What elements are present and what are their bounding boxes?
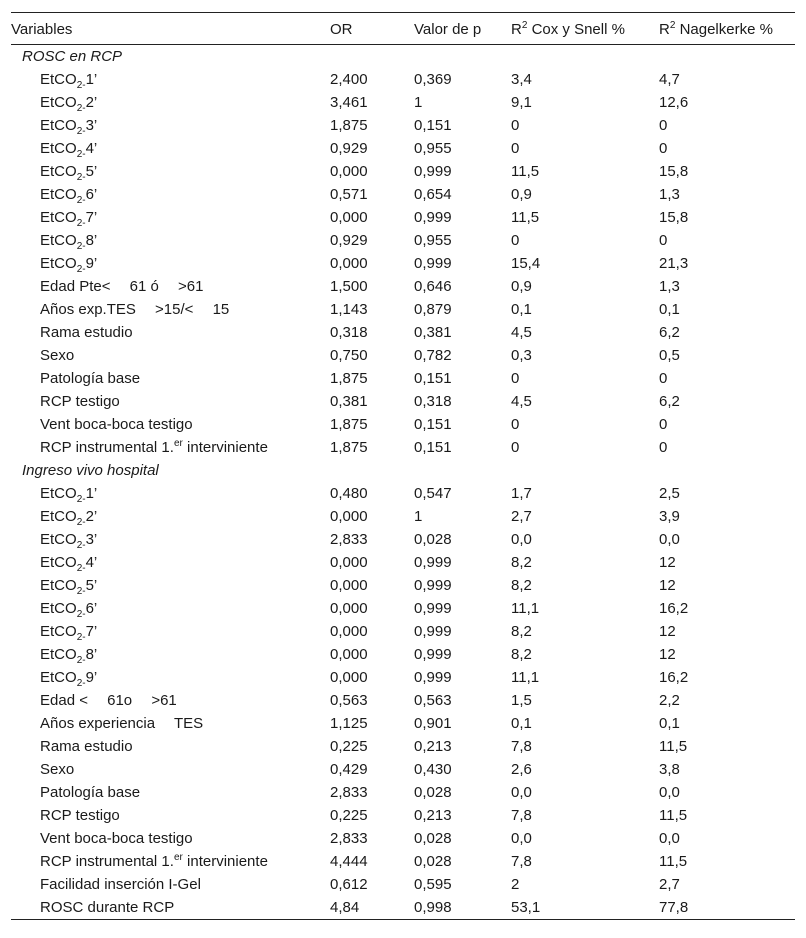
p-value-cell: 0,369: [414, 71, 452, 88]
or-cell: 0,563: [330, 692, 368, 709]
or-cell: 0,480: [330, 485, 368, 502]
nagelkerke-cell: 77,8: [659, 899, 689, 916]
p-value-cell: 0,430: [414, 761, 452, 778]
variable-cell: EtCO$_{2-}$8’: [40, 646, 98, 666]
nagelkerke-cell: 15,8: [659, 209, 689, 226]
variable-cell: RCP instrumental 1.$^{er}$ interviniente: [40, 438, 268, 456]
p-value-cell: 0,782: [414, 347, 452, 364]
table-row: [11, 528, 795, 551]
or-cell: 0,571: [330, 186, 368, 203]
p-value-cell: 1: [414, 508, 423, 525]
table-row: [11, 91, 795, 114]
or-cell: 2,833: [330, 784, 368, 801]
nagelkerke-cell: 6,2: [659, 324, 680, 341]
p-value-cell: 0,999: [414, 554, 452, 571]
or-cell: 3,461: [330, 94, 368, 111]
p-value-cell: 0,028: [414, 531, 452, 548]
p-value-cell: 0,879: [414, 301, 452, 318]
nagelkerke-cell: 12,6: [659, 94, 689, 111]
or-cell: 0,929: [330, 232, 368, 249]
table-row: [11, 551, 795, 574]
p-value-cell: 0,999: [414, 669, 452, 686]
nagelkerke-cell: 0,5: [659, 347, 680, 364]
section-header-row: [11, 459, 795, 482]
nagelkerke-cell: 0,0: [659, 830, 680, 847]
cox-snell-cell: 0,1: [511, 301, 532, 318]
or-cell: 1,143: [330, 301, 368, 318]
nagelkerke-cell: 3,9: [659, 508, 680, 525]
table-row: [11, 183, 795, 206]
or-cell: 4,84: [330, 899, 360, 916]
nagelkerke-cell: 16,2: [659, 600, 689, 617]
nagelkerke-cell: 15,8: [659, 163, 689, 180]
table-row: [11, 137, 795, 160]
variable-cell: Rama estudio: [40, 324, 133, 341]
table-row: [11, 666, 795, 689]
or-cell: 1,875: [330, 117, 368, 134]
or-cell: 0,000: [330, 623, 368, 640]
p-value-cell: 0,028: [414, 784, 452, 801]
table-row: [11, 413, 795, 436]
or-cell: 0,750: [330, 347, 368, 364]
cox-snell-cell: 8,2: [511, 554, 532, 571]
cox-snell-cell: 0: [511, 439, 520, 456]
nagelkerke-cell: 12: [659, 623, 676, 640]
cox-snell-cell: 15,4: [511, 255, 541, 272]
variable-cell: RCP testigo: [40, 393, 120, 410]
cox-snell-cell: 8,2: [511, 623, 532, 640]
or-cell: 0,000: [330, 577, 368, 594]
cox-snell-cell: 0,0: [511, 830, 532, 847]
p-value-cell: 0,151: [414, 416, 452, 433]
cox-snell-cell: 2,7: [511, 508, 532, 525]
p-value-cell: 0,028: [414, 853, 452, 870]
variable-cell: Sexo: [40, 347, 75, 364]
table-row: [11, 252, 795, 275]
cox-snell-cell: 7,8: [511, 853, 532, 870]
or-cell: 4,444: [330, 853, 368, 870]
table-row: [11, 781, 795, 804]
cox-snell-cell: 8,2: [511, 577, 532, 594]
variable-cell: Edad < 61o >61: [40, 692, 177, 709]
cox-snell-cell: 3,4: [511, 71, 532, 88]
header-cox-snell: $R^2$ Cox y Snell %: [511, 20, 625, 38]
p-value-cell: 0,563: [414, 692, 452, 709]
variable-cell: EtCO$_{2-}$5’: [40, 163, 98, 183]
variable-cell: Sexo: [40, 761, 75, 778]
nagelkerke-cell: 4,7: [659, 71, 680, 88]
table-body: [11, 45, 795, 920]
nagelkerke-cell: 1,3: [659, 186, 680, 203]
cox-snell-cell: 11,5: [511, 163, 540, 180]
nagelkerke-cell: 12: [659, 577, 676, 594]
nagelkerke-cell: 2,7: [659, 876, 680, 893]
table-row: [11, 206, 795, 229]
variable-cell: Vent boca-boca testigo: [40, 830, 193, 847]
cox-snell-cell: 7,8: [511, 738, 532, 755]
variable-cell: EtCO$_{2-}$3’: [40, 117, 98, 137]
variable-cell: Patología base: [40, 784, 141, 801]
nagelkerke-cell: 0: [659, 140, 668, 157]
p-value-cell: 0,955: [414, 140, 452, 157]
table-row: [11, 344, 795, 367]
variable-cell: ROSC durante RCP: [40, 899, 175, 916]
logistic-regression-table: [11, 12, 795, 920]
table-row: [11, 712, 795, 735]
p-value-cell: 0,999: [414, 646, 452, 663]
variable-cell: RCP instrumental 1.$^{er}$ interviniente: [40, 852, 268, 870]
table-row: [11, 68, 795, 91]
variable-cell: EtCO$_{2-}$9’: [40, 255, 98, 275]
variable-cell: EtCO$_{2-}$8’: [40, 232, 98, 252]
cox-snell-cell: 0: [511, 140, 520, 157]
or-cell: 1,875: [330, 439, 368, 456]
table-row: [11, 574, 795, 597]
cox-snell-cell: 11,1: [511, 669, 540, 686]
table-row: [11, 114, 795, 137]
or-cell: 0,225: [330, 807, 368, 824]
nagelkerke-cell: 0,0: [659, 531, 680, 548]
cox-snell-cell: 2: [511, 876, 520, 893]
cox-snell-cell: 1,7: [511, 485, 532, 502]
cox-snell-cell: 8,2: [511, 646, 532, 663]
variable-cell: EtCO$_{2-}$1’: [40, 71, 98, 91]
table-row: [11, 850, 795, 873]
nagelkerke-cell: 21,3: [659, 255, 689, 272]
nagelkerke-cell: 0,1: [659, 715, 680, 732]
p-value-cell: 0,318: [414, 393, 452, 410]
p-value-cell: 0,151: [414, 117, 452, 134]
table-row: [11, 620, 795, 643]
nagelkerke-cell: 12: [659, 554, 676, 571]
nagelkerke-cell: 0: [659, 117, 668, 134]
or-cell: 2,400: [330, 71, 368, 88]
table-row: [11, 390, 795, 413]
table-row: [11, 804, 795, 827]
or-cell: 1,875: [330, 370, 368, 387]
variable-cell: Vent boca-boca testigo: [40, 416, 193, 433]
nagelkerke-cell: 0,1: [659, 301, 680, 318]
nagelkerke-cell: 6,2: [659, 393, 680, 410]
cox-snell-cell: 11,5: [511, 209, 540, 226]
cox-snell-cell: 0: [511, 232, 520, 249]
p-value-cell: 0,901: [414, 715, 452, 732]
cox-snell-cell: 0,0: [511, 784, 532, 801]
p-value-cell: 0,998: [414, 899, 452, 916]
table-row: [11, 482, 795, 505]
or-cell: 0,225: [330, 738, 368, 755]
cox-snell-cell: 53,1: [511, 899, 541, 916]
or-cell: 0,318: [330, 324, 368, 341]
nagelkerke-cell: 0: [659, 416, 668, 433]
section-header-row: [11, 45, 795, 69]
table-row: [11, 436, 795, 459]
variable-cell: Facilidad inserción I-Gel: [40, 876, 201, 893]
section-title: ROSC en RCP: [22, 48, 123, 65]
p-value-cell: 0,646: [414, 278, 452, 295]
cox-snell-cell: 0,9: [511, 278, 532, 295]
or-cell: 0,000: [330, 554, 368, 571]
header-nagelkerke: $R^2$ Nagelkerke %: [659, 20, 773, 38]
table-row: [11, 827, 795, 850]
variable-cell: Años exp.TES >15/< 15: [40, 301, 230, 318]
table-row: [11, 160, 795, 183]
table-row: [11, 275, 795, 298]
or-cell: 0,000: [330, 669, 368, 686]
variable-cell: Años experiencia TES: [40, 715, 204, 732]
or-cell: 1,125: [330, 715, 368, 732]
variable-cell: EtCO$_{2-}$2’: [40, 94, 98, 114]
header-variables: Variables: [11, 21, 73, 38]
table-row: [11, 597, 795, 620]
p-value-cell: 0,955: [414, 232, 452, 249]
variable-cell: EtCO$_{2-}$9’: [40, 669, 98, 689]
nagelkerke-cell: 1,3: [659, 278, 680, 295]
or-cell: 0,381: [330, 393, 368, 410]
or-cell: 2,833: [330, 531, 368, 548]
nagelkerke-cell: 2,5: [659, 485, 680, 502]
variable-cell: EtCO$_{2-}$3’: [40, 531, 98, 551]
table-row: [11, 689, 795, 712]
table-row: [11, 873, 795, 896]
nagelkerke-cell: 0: [659, 232, 668, 249]
nagelkerke-cell: 2,2: [659, 692, 680, 709]
p-value-cell: 0,999: [414, 163, 452, 180]
cox-snell-cell: 7,8: [511, 807, 532, 824]
variable-cell: EtCO$_{2-}$7’: [40, 209, 98, 229]
section-title: Ingreso vivo hospital: [22, 462, 159, 479]
cox-snell-cell: 0,9: [511, 186, 532, 203]
cox-snell-cell: 9,1: [511, 94, 532, 111]
table-row: [11, 896, 795, 920]
header-p-value: Valor de p: [414, 21, 482, 38]
nagelkerke-cell: 11,5: [659, 853, 688, 870]
p-value-cell: 0,999: [414, 577, 452, 594]
cox-snell-cell: 4,5: [511, 324, 532, 341]
nagelkerke-cell: 0: [659, 370, 668, 387]
variable-cell: Edad Pte< 61 ó >61: [40, 278, 204, 295]
or-cell: 0,000: [330, 646, 368, 663]
or-cell: 1,875: [330, 416, 368, 433]
cox-snell-cell: 0,0: [511, 531, 532, 548]
nagelkerke-cell: 12: [659, 646, 676, 663]
table-header-row: [11, 13, 795, 45]
variable-cell: EtCO$_{2-}$2’: [40, 508, 98, 528]
cox-snell-cell: 0,1: [511, 715, 532, 732]
p-value-cell: 0,151: [414, 439, 452, 456]
p-value-cell: 0,213: [414, 738, 452, 755]
variable-cell: EtCO$_{2-}$4’: [40, 140, 98, 160]
variable-cell: EtCO$_{2-}$1’: [40, 485, 98, 505]
or-cell: 0,612: [330, 876, 368, 893]
p-value-cell: 1: [414, 94, 423, 111]
table-row: [11, 321, 795, 344]
cox-snell-cell: 0: [511, 117, 520, 134]
p-value-cell: 0,999: [414, 623, 452, 640]
p-value-cell: 0,213: [414, 807, 452, 824]
cox-snell-cell: 0,3: [511, 347, 532, 364]
nagelkerke-cell: 3,8: [659, 761, 680, 778]
p-value-cell: 0,999: [414, 209, 452, 226]
or-cell: 0,000: [330, 508, 368, 525]
nagelkerke-cell: 11,5: [659, 807, 688, 824]
or-cell: 0,929: [330, 140, 368, 157]
results-table-container: [11, 12, 795, 920]
p-value-cell: 0,547: [414, 485, 452, 502]
p-value-cell: 0,654: [414, 186, 452, 203]
variable-cell: EtCO$_{2-}$5’: [40, 577, 98, 597]
nagelkerke-cell: 0,0: [659, 784, 680, 801]
p-value-cell: 0,381: [414, 324, 452, 341]
or-cell: 0,429: [330, 761, 368, 778]
or-cell: 1,500: [330, 278, 368, 295]
variable-cell: EtCO$_{2-}$6’: [40, 600, 98, 620]
or-cell: 0,000: [330, 600, 368, 617]
cox-snell-cell: 2,6: [511, 761, 532, 778]
table-row: [11, 298, 795, 321]
variable-cell: Patología base: [40, 370, 141, 387]
cox-snell-cell: 11,1: [511, 600, 540, 617]
table-row: [11, 505, 795, 528]
cox-snell-cell: 1,5: [511, 692, 532, 709]
variable-cell: Rama estudio: [40, 738, 133, 755]
table-row: [11, 758, 795, 781]
variable-cell: EtCO$_{2-}$6’: [40, 186, 98, 206]
variable-cell: RCP testigo: [40, 807, 120, 824]
p-value-cell: 0,595: [414, 876, 452, 893]
p-value-cell: 0,151: [414, 370, 452, 387]
cox-snell-cell: 0: [511, 370, 520, 387]
p-value-cell: 0,999: [414, 255, 452, 272]
cox-snell-cell: 4,5: [511, 393, 532, 410]
variable-cell: EtCO$_{2-}$7’: [40, 623, 98, 643]
nagelkerke-cell: 11,5: [659, 738, 688, 755]
p-value-cell: 0,999: [414, 600, 452, 617]
or-cell: 0,000: [330, 209, 368, 226]
nagelkerke-cell: 0: [659, 439, 668, 456]
table-row: [11, 367, 795, 390]
or-cell: 0,000: [330, 163, 368, 180]
or-cell: 2,833: [330, 830, 368, 847]
table-row: [11, 229, 795, 252]
table-row: [11, 643, 795, 666]
variable-cell: EtCO$_{2-}$4’: [40, 554, 98, 574]
nagelkerke-cell: 16,2: [659, 669, 689, 686]
p-value-cell: 0,028: [414, 830, 452, 847]
header-or: OR: [330, 21, 353, 38]
table-row: [11, 735, 795, 758]
or-cell: 0,000: [330, 255, 368, 272]
cox-snell-cell: 0: [511, 416, 520, 433]
